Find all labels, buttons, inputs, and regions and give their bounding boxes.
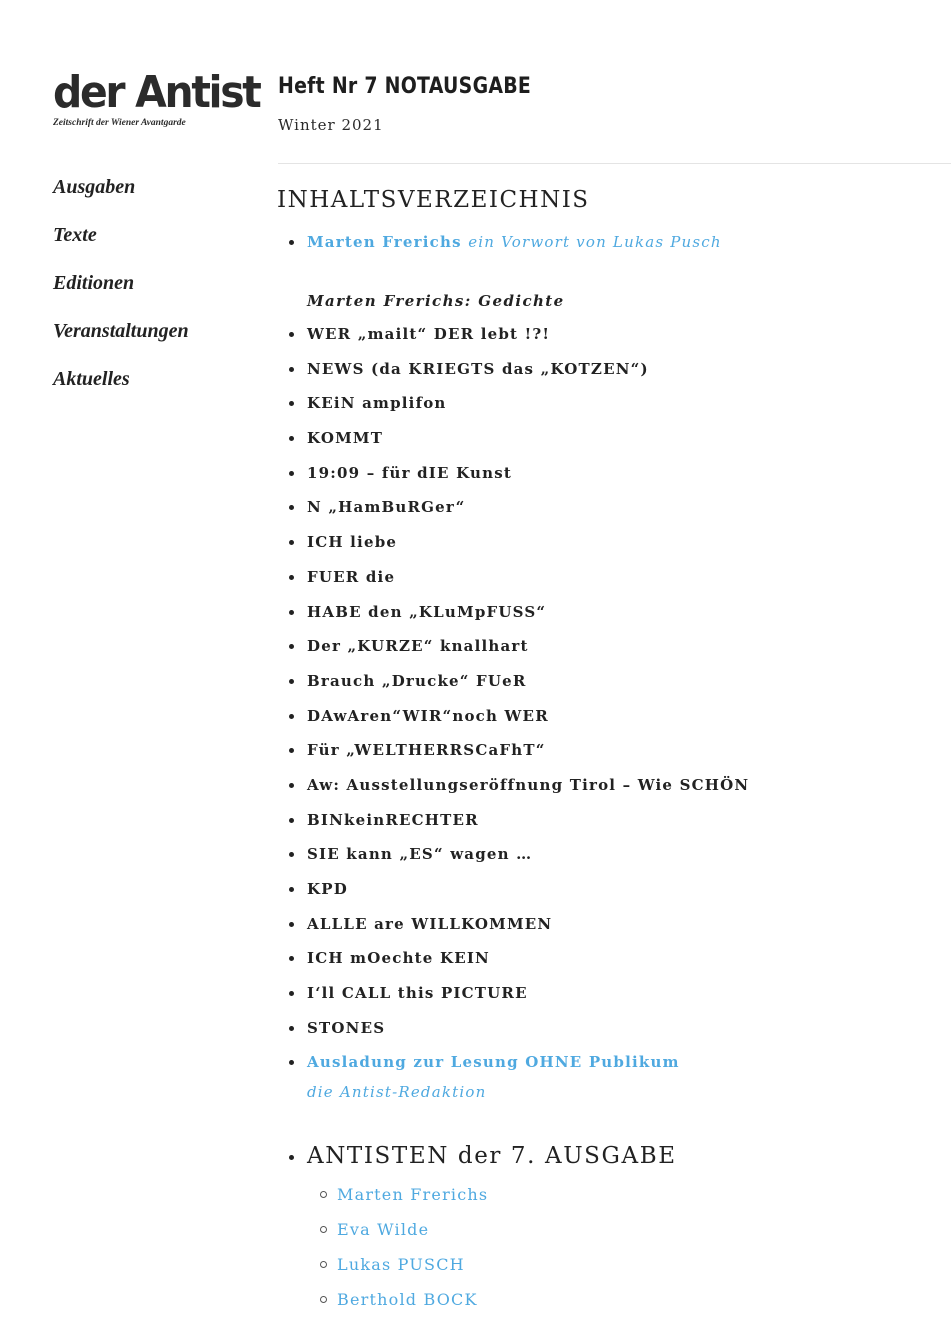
header-divider [278,163,951,164]
poem-item: KPD [307,877,947,912]
nav-item-aktuelles [53,364,189,412]
poem-item: KOMMT [307,426,947,461]
poem-item: BINkeinRECHTER [307,808,947,843]
poem-item: ALLLE are WILLKOMMEN [307,912,947,947]
nav-item-editionen [53,268,189,316]
issue-season: Winter 2021 [278,116,384,134]
foreword-byline[interactable]: ein Vorwort von Lukas Pusch [468,233,722,251]
nav-link-ausgaben[interactable]: Ausgaben [53,176,136,198]
poem-item: HABE den „KLuMpFUSS“ [307,600,947,635]
antisten-container [307,1182,947,1321]
logo-title: der Antist [53,67,260,118]
nav-link-editionen[interactable]: Editionen [53,272,135,294]
antist-item [337,1217,951,1252]
sidebar-nav [53,172,189,412]
poem-item: DAwAren“WIR“noch WER [307,704,947,739]
poem-item: SIE kann „ES“ wagen … [307,842,947,877]
nav-link-veranstaltungen[interactable]: Veranstaltungen [53,320,189,342]
nav-item-texte [53,220,189,268]
site-logo[interactable] [53,67,260,129]
antist-link[interactable]: Marten Frerichs [337,1185,489,1205]
antist-item [337,1287,951,1322]
poem-item: NEWS (da KRIEGTS das „KOTZEN“) [307,357,947,392]
toc-item-invitation [307,1050,947,1140]
antisten-heading-text: ANTISTEN der 7. AUSGABE [307,1143,677,1170]
poem-item: Für „WELTHERRSCaFhT“ [307,738,947,773]
antist-item [337,1252,951,1287]
foreword-link[interactable]: Marten Frerichs [307,233,462,251]
poem-item: Aw: Ausstellungseröffnung Tirol – Wie SCHÖN [307,773,947,808]
nav-link-aktuelles[interactable]: Aktuelles [53,368,130,390]
antist-link[interactable]: Eva Wilde [337,1220,430,1240]
issue-title: Heft Nr 7 NOTAUSGABE [278,74,532,99]
antist-link[interactable]: Berthold BOCK [337,1289,478,1309]
invitation-author[interactable]: die Antist-Redaktion [307,1083,487,1102]
antist-link[interactable]: Lukas PUSCH [337,1255,465,1275]
nav-item-veranstaltungen [53,316,189,364]
invitation-link[interactable]: Ausladung zur Lesung OHNE Publikum [307,1053,680,1072]
poem-item: 19:09 – für dIE Kunst [307,461,947,496]
antisten-heading [307,1140,947,1182]
poem-item: FUER die [307,565,947,600]
toc-heading: INHALTSVERZEICHNIS [277,187,590,213]
poem-item: WER „mailt“ DER lebt !?! [307,322,947,357]
poem-item: Der „KURZE“ knallhart [307,634,947,669]
antisten-list [337,1182,951,1321]
toc-item-foreword [307,230,947,286]
nav-item-ausgaben [53,172,189,220]
nav-link-texte[interactable]: Texte [53,224,97,246]
poem-item: STONES [307,1016,947,1051]
section-label: Marten Frerichs: Gedichte [307,292,565,310]
poem-item: N „HamBuRGer“ [307,495,947,530]
poem-item: ICH liebe [307,530,947,565]
logo-subtitle: Zeitschrift der Wiener Avantgarde [53,118,186,128]
poem-item: KEiN amplifon [307,391,947,426]
poem-item: ICH mOechte KEIN [307,946,947,981]
poem-item: I‘ll CALL this PICTURE [307,981,947,1016]
poem-item: Brauch „Drucke“ FUeR [307,669,947,704]
toc-list [307,230,947,1322]
antist-item [337,1182,951,1217]
